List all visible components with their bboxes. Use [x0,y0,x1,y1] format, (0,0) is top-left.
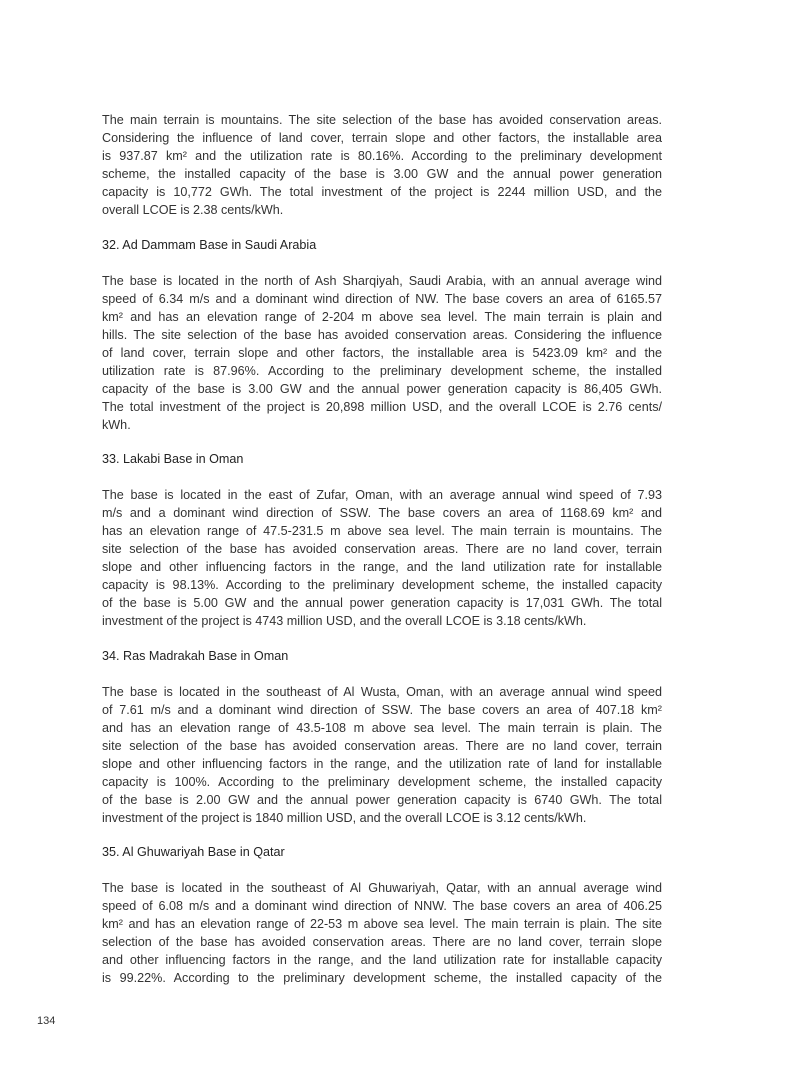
section-paragraph [102,879,662,987]
paragraph-line: investment of the project is 4743 million USD, and the overall LCOE is 3.18 cents/kWh. [102,614,587,628]
paragraph-line: capacity is 98.13%. According to the preliminary development scheme, the installed capacity [102,578,662,592]
paragraph-line: scheme, the installed capacity of the base is 3.00 GW and the annual power generation [102,167,662,181]
paragraph-line: of the base is 2.00 GW and the annual power generation capacity is 6740 GWh. The total [102,793,662,807]
section-heading: 34. Ras Madrakah Base in Oman [102,649,289,663]
paragraph-line: The base is located in the east of Zufar, Oman, with an average annual wind speed of 7.93 [102,488,662,502]
section-paragraph [102,272,662,434]
section-heading: 33. Lakabi Base in Oman [102,452,244,466]
paragraph-line: and has an elevation range of 43.5-108 m above sea level. The main terrain is plain. The [102,721,662,735]
paragraph-line: kWh. [102,418,131,432]
paragraph-line: utilization rate is 87.96%. According to the preliminary development scheme, the installed [102,364,662,378]
paragraph-line: is 937.87 km² and the utilization rate is 80.16%. According to the preliminary development [102,149,662,163]
section-paragraph [102,486,662,630]
paragraph-line: km² and has an elevation range of 2-204 m above sea level. The main terrain is plain and [102,310,662,324]
paragraph-line: investment of the project is 1840 million USD, and the overall LCOE is 3.12 cents/kWh. [102,811,587,825]
page-number: 134 [37,1015,56,1027]
paragraph-line: capacity is 10,772 GWh. The total investment of the project is 2244 million USD, and the [102,185,662,199]
paragraph-line: Considering the influence of land cover, terrain slope and other factors, the installable area [102,131,662,145]
section-paragraph [102,111,662,219]
paragraph-line: The total investment of the project is 20,898 million USD, and the overall LCOE is 2.76 cents/ [102,400,662,414]
paragraph-line: capacity of the base is 3.00 GW and the annual power generation capacity is 86,405 GWh. [102,382,662,396]
paragraph-line: of 7.61 m/s and a dominant wind direction of SSW. The base covers an area of 407.18 km² [102,703,662,717]
section-heading: 32. Ad Dammam Base in Saudi Arabia [102,238,317,252]
paragraph-line: of land cover, terrain slope and other factors, the installable area is 5423.09 km² and the [102,346,662,360]
paragraph-line: The base is located in the southeast of Al Ghuwariyah, Qatar, with an annual average wind [102,881,662,895]
section-heading: 35. Al Ghuwariyah Base in Qatar [102,845,285,859]
paragraph-line: m/s and a dominant wind direction of SSW. The base covers an area of 1168.69 km² and [102,506,662,520]
paragraph-line: speed of 6.08 m/s and a dominant wind direction of NNW. The base covers an area of 406.25 [102,899,662,913]
paragraph-line: capacity is 100%. According to the preliminary development scheme, the installed capacity [102,775,662,789]
section-paragraph [102,683,662,827]
paragraph-line: hills. The site selection of the base has avoided conservation areas. Considering the influence [102,328,662,342]
paragraph-line: slope and other influencing factors in the range, and the utilization rate of land for installable [102,757,662,771]
paragraph-line: The base is located in the north of Ash Sharqiyah, Saudi Arabia, with an annual average wind [102,274,662,288]
paragraph-line: has an elevation range of 47.5-231.5 m above sea level. The main terrain is mountains. The [102,524,662,538]
paragraph-line: of the base is 5.00 GW and the annual power generation capacity is 17,031 GWh. The total [102,596,662,610]
paragraph-line: selection of the base has avoided conservation areas. There are no land cover, terrain slope [102,935,662,949]
paragraph-line: overall LCOE is 2.38 cents/kWh. [102,203,284,217]
paragraph-line: site selection of the base has avoided conservation areas. There are no land cover, terrain [102,542,662,556]
paragraph-line: The base is located in the southeast of Al Wusta, Oman, with an average annual wind speed [102,685,662,699]
paragraph-line: and other influencing factors in the range, and the land utilization rate for installable capacity [102,953,662,967]
paragraph-line: speed of 6.34 m/s and a dominant wind direction of NW. The base covers an area of 6165.57 [102,292,662,306]
paragraph-line: slope and other influencing factors in the range, and the land utilization rate for installable [102,560,662,574]
paragraph-line: The main terrain is mountains. The site selection of the base has avoided conservation areas. [102,113,662,127]
paragraph-line: km² and has an elevation range of 22-53 m above sea level. The main terrain is plain. The site [102,917,662,931]
paragraph-line: site selection of the base has avoided conservation areas. There are no land cover, terrain [102,739,662,753]
paragraph-line: is 99.22%. According to the preliminary development scheme, the installed capacity of the [102,971,662,985]
